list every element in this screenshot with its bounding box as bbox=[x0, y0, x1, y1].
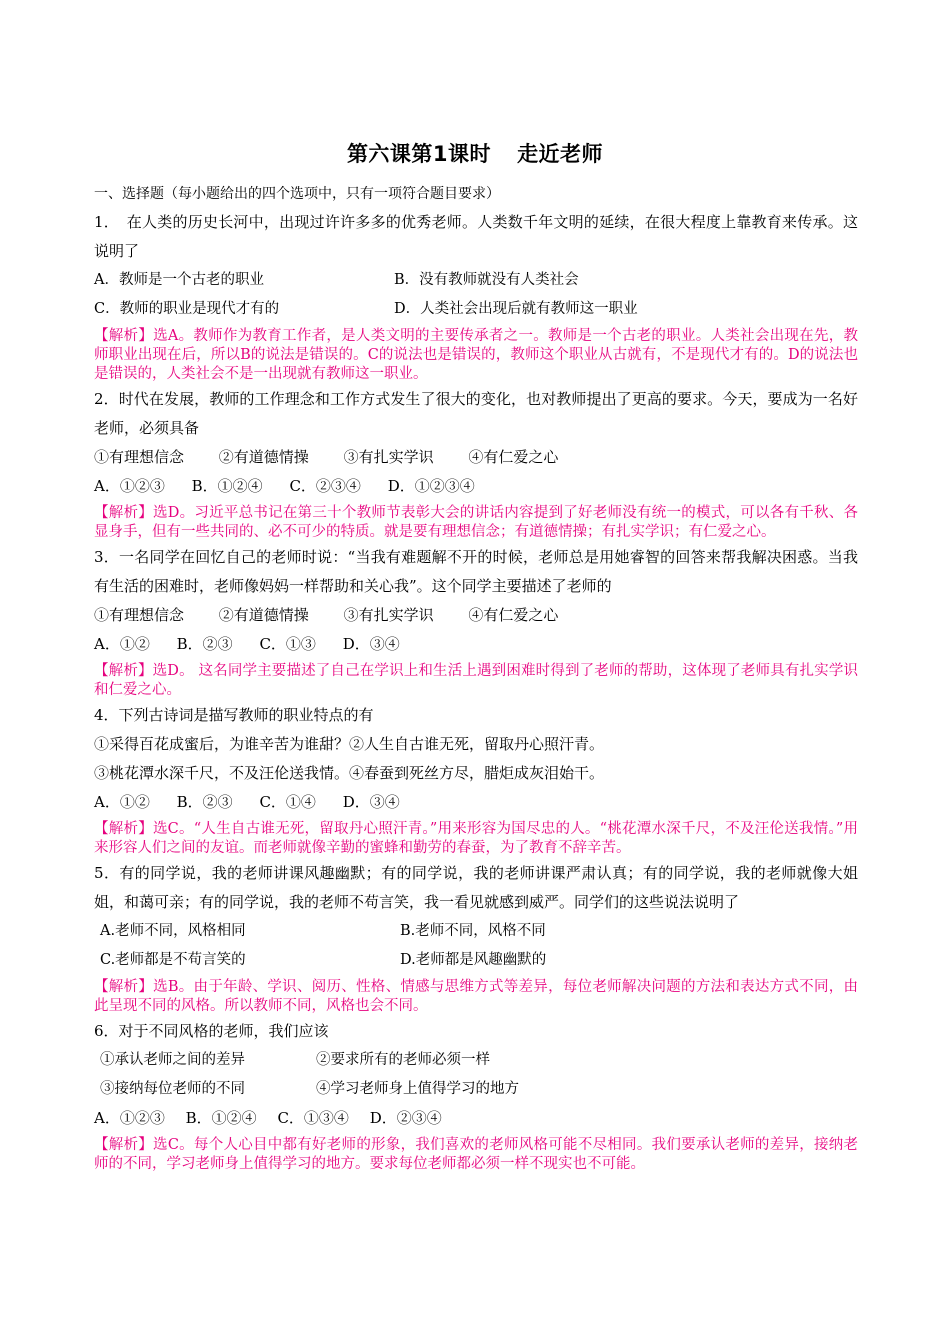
analysis-text: 【解析】选B。由于年龄、学识、阅历、性格、情感与思维方式等差异，每位老师解决问题的方法和表达方式不同，由此呈现不同的风格。所以教师不同，风格也会不同。 bbox=[94, 979, 858, 1014]
choice-d: D．②③④ bbox=[369, 1109, 442, 1127]
choice-d: D．③④ bbox=[342, 793, 400, 811]
statement-row bbox=[94, 601, 858, 630]
statement-2: ②有道德情操 bbox=[218, 606, 309, 624]
statement-3: ③有扎实学识 bbox=[343, 606, 434, 624]
question-stem: 2．时代在发展，教师的工作理念和工作方式发生了很大的变化，也对教师提出了更高的要求。今天，要成为一名好老师，必须具备 bbox=[94, 390, 858, 437]
choice-b: B．②③ bbox=[176, 793, 233, 811]
choice-a: A．①②③ bbox=[94, 1109, 165, 1127]
title-sub: 走近老师 bbox=[517, 142, 604, 166]
choice-a: A．①② bbox=[94, 793, 150, 811]
statement-3: ③接纳每位老师的不同 bbox=[100, 1081, 245, 1097]
choice-row bbox=[94, 472, 858, 501]
choice-row bbox=[94, 1104, 858, 1133]
choice-b: B．②③ bbox=[176, 635, 233, 653]
choice-a: A．①② bbox=[94, 635, 150, 653]
question-stem: 4．下列古诗词是描写教师的职业特点的有 bbox=[94, 706, 374, 724]
option-row bbox=[94, 917, 858, 946]
question-6 bbox=[94, 1017, 858, 1174]
choice-row bbox=[94, 788, 858, 817]
question-stem: 6．对于不同风格的老师，我们应该 bbox=[94, 1022, 329, 1040]
question-1 bbox=[94, 208, 858, 384]
choice-row bbox=[94, 630, 858, 659]
poem-line-2: ③桃花潭水深千尺，不及汪伦送我情。④春蚕到死丝方尽，腊炬成灰泪始干。 bbox=[94, 764, 605, 782]
option-row bbox=[94, 295, 858, 324]
document-body bbox=[94, 182, 858, 1175]
option-b: B．没有教师就没有人类社会 bbox=[394, 272, 579, 288]
statement-1: ①承认老师之间的差异 bbox=[100, 1052, 245, 1068]
option-c: C.老师都是不苟言笑的 bbox=[100, 952, 246, 968]
choice-c: C．①④ bbox=[259, 793, 316, 811]
statement-row bbox=[94, 1075, 858, 1104]
choice-b: B．①②④ bbox=[191, 477, 263, 495]
option-a: A．教师是一个古老的职业 bbox=[94, 272, 264, 288]
statement-3: ③有扎实学识 bbox=[343, 448, 434, 466]
question-3 bbox=[94, 543, 858, 700]
analysis-text: 【解析】选D。 这名同学主要描述了自己在学识上和生活上遇到困难时得到了老师的帮助，这体现了老师具有扎实学识和仁爱之心。 bbox=[94, 663, 858, 698]
question-stem: 5．有的同学说，我的老师讲课风趣幽默；有的同学说，我的老师讲课严肃认真；有的同学说，我的老师就像大姐姐，和蔼可亲；有的同学说，我的老师不苟言笑，我一看见就感到威严。同学们的这些说法说明了 bbox=[94, 864, 858, 911]
analysis-text: 【解析】选D。习近平总书记在第三十个教师节表彰大会的讲话内容提到了好老师没有统一的模式，可以各有千秋、各显身手，但有一些共同的、必不可少的特质。就是要有理想信念；有道德情操；有扎实学识；有仁爱之心。 bbox=[94, 505, 858, 540]
title-main: 第六课第1课时 bbox=[346, 142, 492, 166]
section-heading: 一、选择题（每小题给出的四个选项中，只有一项符合题目要求） bbox=[94, 186, 500, 202]
statement-row bbox=[94, 1046, 858, 1075]
choice-c: C．①③④ bbox=[277, 1109, 349, 1127]
option-d: D．人类社会出现后就有教师这一职业 bbox=[394, 301, 638, 317]
question-5 bbox=[94, 859, 858, 1016]
option-b: B.老师不同，风格不同 bbox=[400, 923, 546, 939]
choice-c: C．①③ bbox=[259, 635, 316, 653]
analysis-text: 【解析】选C。每个人心目中都有好老师的形象，我们喜欢的老师风格可能不尽相同。我们要承认老师的差异，接纳老师的不同，学习老师身上值得学习的地方。要求每位老师都必须一样不现实也不可能。 bbox=[94, 1137, 858, 1172]
option-d: D.老师都是风趣幽默的 bbox=[400, 952, 547, 968]
page-title bbox=[0, 138, 950, 168]
option-c: C．教师的职业是现代才有的 bbox=[94, 301, 280, 317]
analysis-text: 【解析】选C。“人生自古谁无死，留取丹心照汗青。”用来形容为国尽忠的人。“桃花潭水深千尺，不及汪伦送我情。”用来形容人们之间的友谊。而老师就像辛勤的蜜蜂和勤劳的春蚕，为了教育不辞辛苦。 bbox=[94, 821, 858, 856]
choice-c: C．②③④ bbox=[289, 477, 361, 495]
choice-b: B．①②④ bbox=[185, 1109, 257, 1127]
option-row bbox=[94, 266, 858, 295]
question-2 bbox=[94, 385, 858, 542]
question-4 bbox=[94, 701, 858, 858]
choice-d: D．③④ bbox=[342, 635, 400, 653]
statement-1: ①有理想信念 bbox=[94, 448, 185, 466]
statement-2: ②要求所有的老师必须一样 bbox=[316, 1052, 490, 1068]
statement-4: ④有仁爱之心 bbox=[468, 606, 559, 624]
choice-d: D．①②③④ bbox=[387, 477, 475, 495]
statement-row bbox=[94, 443, 858, 472]
option-row bbox=[94, 946, 858, 975]
statement-2: ②有道德情操 bbox=[218, 448, 309, 466]
statement-4: ④有仁爱之心 bbox=[468, 448, 559, 466]
poem-line-1: ①采得百花成蜜后，为谁辛苦为谁甜？②人生自古谁无死，留取丹心照汗青。 bbox=[94, 735, 605, 753]
question-stem: 1． 在人类的历史长河中，出现过许许多多的优秀老师。人类数千年文明的延续，在很大程度上靠教育来传承。这说明了 bbox=[94, 213, 858, 260]
statement-4: ④学习老师身上值得学习的地方 bbox=[316, 1081, 519, 1097]
question-stem: 3．一名同学在回忆自己的老师时说：“当我有难题解不开的时候，老师总是用她睿智的回答来帮我解决困惑。当我有生活的困难时，老师像妈妈一样帮助和关心我”。这个同学主要描述了老师的 bbox=[94, 548, 858, 595]
option-a: A.老师不同，风格相同 bbox=[100, 923, 246, 939]
statement-1: ①有理想信念 bbox=[94, 606, 185, 624]
analysis-text: 【解析】选A。教师作为教育工作者，是人类文明的主要传承者之一。教师是一个古老的职业。人类社会出现在先，教师职业出现在后，所以B的说法是错误的。C的说法也是错误的，教师这个职业从古就有，不是现代才有的。D的说法也是错误的，人类社会不是一出现就有教师这一职业。 bbox=[94, 328, 858, 382]
choice-a: A．①②③ bbox=[94, 477, 165, 495]
